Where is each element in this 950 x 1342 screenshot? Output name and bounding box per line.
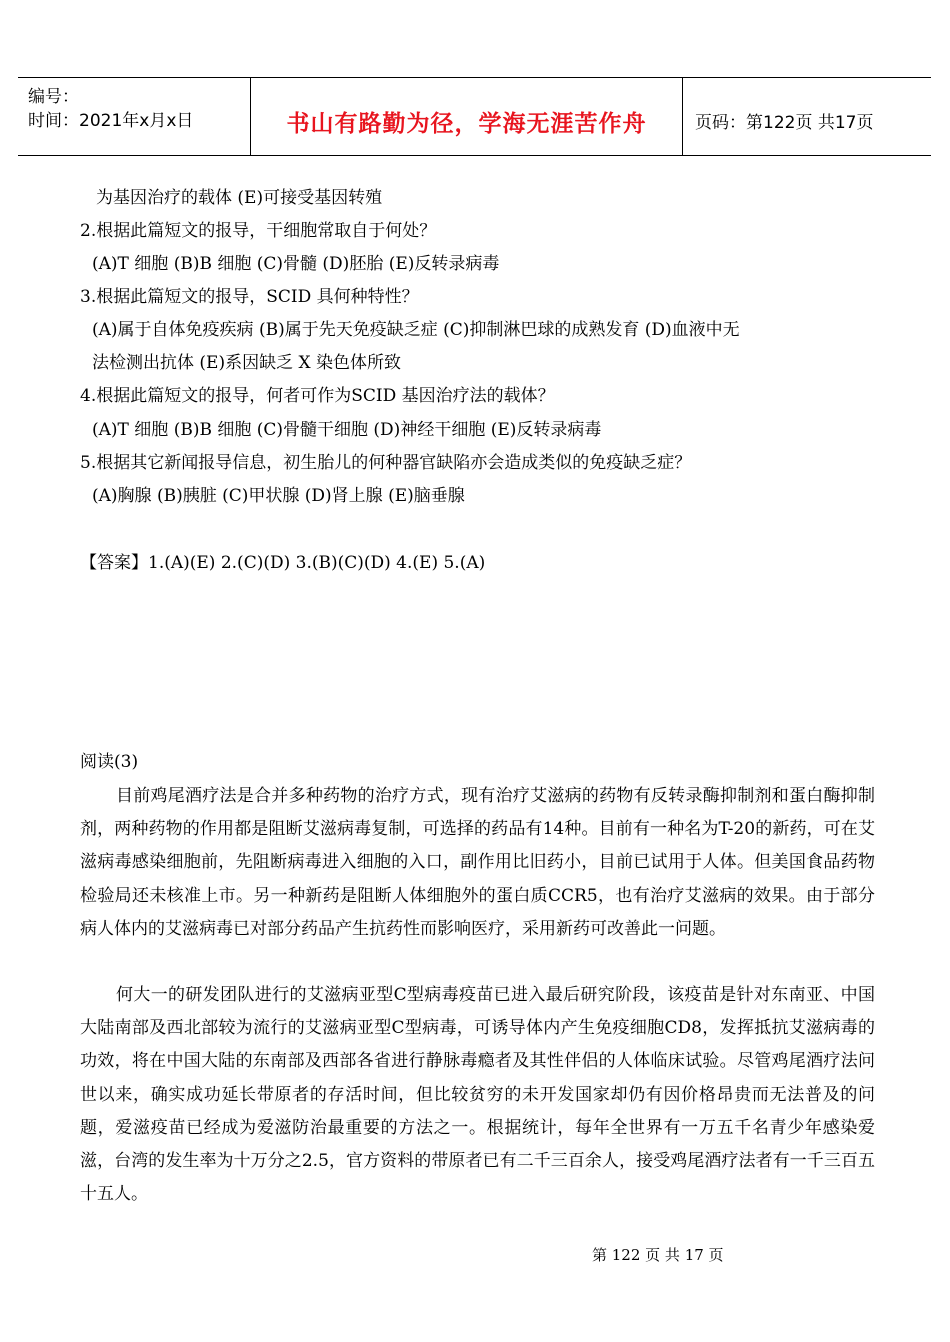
answer-key: 【答案】1.(A)(E) 2.(C)(D) 3.(B)(C)(D) 4.(E) 5.(A) [80,553,486,573]
header-page-cell [683,78,931,155]
reading-paragraph-1: 目前鸡尾酒疗法是合并多种药物的治疗方式，现有治疗艾滋病的药物有反转录酶抑制剂和蛋白酶抑制剂，两种药物的作用都是阻断艾滋病毒复制，可选择的药品有14种。目前有一种名为T-20的新药，可在艾滋病毒感染细胞前，先阻断病毒进入细胞的入口，副作用比旧药小，目前已试用于人体。但美国食品药物检验局还未核准上市。另一种新药是阻断人体细胞外的蛋白质CCR5，也有治疗艾滋病的效果。由于部分病人体内的艾滋病毒已对部分药品产生抗药性而影响医疗，采用新药可改善此一问题。 [80,786,875,939]
question-2: 2.根据此篇短文的报导，干细胞常取自于何处？ [80,221,437,241]
header-motto-cell [251,78,683,155]
header-motto: 书山有路勤为径，学海无涯苦作舟 [286,111,647,137]
reading-paragraph-2: 何大一的研发团队进行的艾滋病亚型C型病毒疫苗已进入最后研究阶段，该疫苗是针对东南亚、中国大陆南部及西北部较为流行的艾滋病亚型C型病毒，可诱导体内产生免疫细胞CD8，发挥抵抗艾滋病毒的功效，将在中国大陆的东南部及西部各省进行静脉毒瘾者及其性伴侣的人体临床试验。尽管鸡尾酒疗法问世以来，确实成功延长带原者的存活时间，但比较贫穷的未开发国家却仍有因价格昂贵而无法普及的问题，爱滋疫苗已经成为爱滋防治最重要的方法之一。根据统计，每年全世界有一万五千名青少年感染爱滋，台湾的发生率为十万分之2.5，官方资料的带原者已有二千三百余人，接受鸡尾酒疗法者有一千三百五十五人。 [80,985,875,1205]
page-header [18,77,931,156]
document-number-label: 编号： [28,87,79,107]
question-3-options-line-1: (A)属于自体免疫疾病 (B)属于先天免疫缺乏症 (C)抑制淋巴球的成熟发育 (D)血液中无 [92,320,740,340]
document-time-label: 时间：2021年x月x日 [28,111,194,131]
question-3: 3.根据此篇短文的报导，SCID 具何种特性？ [80,287,419,307]
page-footer: 第 122 页 共 17 页 [592,1246,724,1264]
question-4-options: (A)T 细胞 (B)B 细胞 (C)骨髓干细胞 (D)神经干细胞 (E)反转录病毒 [92,420,602,440]
header-page-number: 页码：第122页 共17页 [695,113,874,133]
reading-title: 阅读(3) [80,752,139,772]
question-5: 5.根据其它新闻报导信息，初生胎儿的何种器官缺陷亦会造成类似的免疫缺乏症？ [80,453,692,473]
question-1-continuation: 为基因治疗的载体 (E)可接受基因转殖 [96,188,383,208]
question-4: 4.根据此篇短文的报导，何者可作为SCID 基因治疗法的载体？ [80,386,555,406]
header-info-cell [18,78,251,155]
question-5-options: (A)胸腺 (B)胰脏 (C)甲状腺 (D)肾上腺 (E)脑垂腺 [92,486,465,506]
question-2-options: (A)T 细胞 (B)B 细胞 (C)骨髓 (D)胚胎 (E)反转录病毒 [92,254,500,274]
question-3-options-line-2: 法检测出抗体 (E)系因缺乏 X 染色体所致 [92,353,401,373]
